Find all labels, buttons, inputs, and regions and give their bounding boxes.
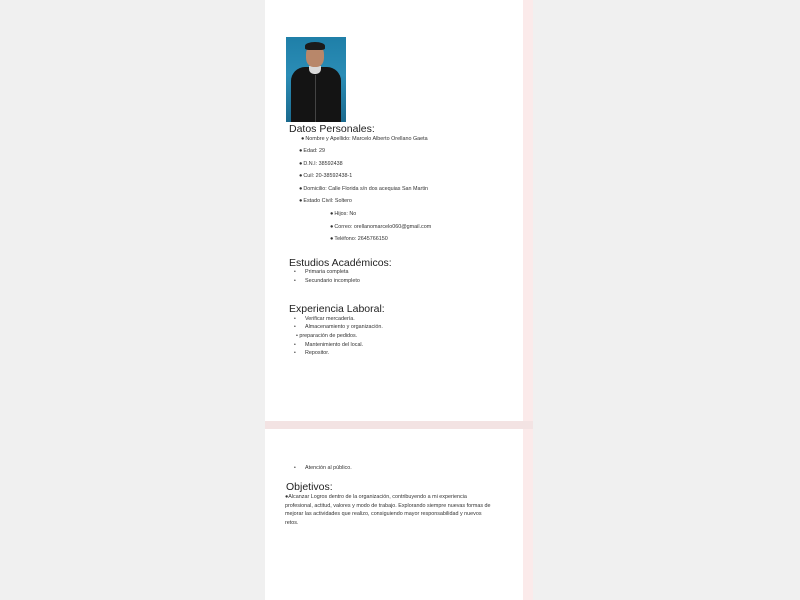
datos-item-dni: ●D.N.I: 38592438 <box>299 161 343 167</box>
estudios-item: • Primaria completa <box>294 269 349 275</box>
experiencia-item: • preparación de pedidos. <box>296 333 358 339</box>
experiencia-item: • Verificar mercadería. <box>294 316 355 322</box>
experiencia-item: • Repositor. <box>294 350 330 356</box>
datos-item-correo: ●Correo: orellanomarcelo060@gmail.com <box>330 224 432 230</box>
estudios-item: • Secundario incompleto <box>294 278 360 284</box>
datos-personales-heading: Datos Personales: <box>289 123 375 135</box>
experiencia-item: • Almacenamiento y organización. <box>294 324 383 330</box>
page-shadow <box>523 429 533 600</box>
cv-page-1 <box>265 0 524 421</box>
experiencia-heading: Experiencia Laboral: <box>289 303 385 315</box>
datos-item-estado-civil: ●Estado Civil: Soltero <box>299 198 352 204</box>
datos-item-nombre: ●Nombre y Apellido: Marcelo Alberto Orellano Gaeta <box>301 136 428 142</box>
experiencia-item: • Mantenimiento del local. <box>294 342 364 348</box>
objetivos-heading: Objetivos: <box>286 481 333 493</box>
estudios-heading: Estudios Académicos: <box>289 257 392 269</box>
datos-item-hijos: ●Hijos: No <box>330 211 357 217</box>
datos-item-cuil: ●Cuil: 20-38592438-1 <box>299 173 353 179</box>
page-separator <box>265 421 533 429</box>
experiencia-item: • Atención al público. <box>294 465 352 471</box>
objetivos-text: ●Alcanzar Logros dentro de la organización, contribuyendo a mi experiencia profesional, actitud, valores y modo de trabajo. Explorando siempre nuevas formas de mejorar las actividades que realizo, consiguiendo mayor responsabilidad y nuevos retos. <box>285 494 491 526</box>
datos-item-telefono: ●Teléfono: 2645766150 <box>330 236 388 242</box>
datos-item-domicilio: ●Domicilio: Calle Florida s/n dos acequias San Martin <box>299 186 429 192</box>
cv-page-2 <box>265 429 524 600</box>
profile-photo <box>286 37 346 122</box>
page-shadow <box>523 0 533 421</box>
datos-item-edad: ●Edad: 29 <box>299 148 325 154</box>
